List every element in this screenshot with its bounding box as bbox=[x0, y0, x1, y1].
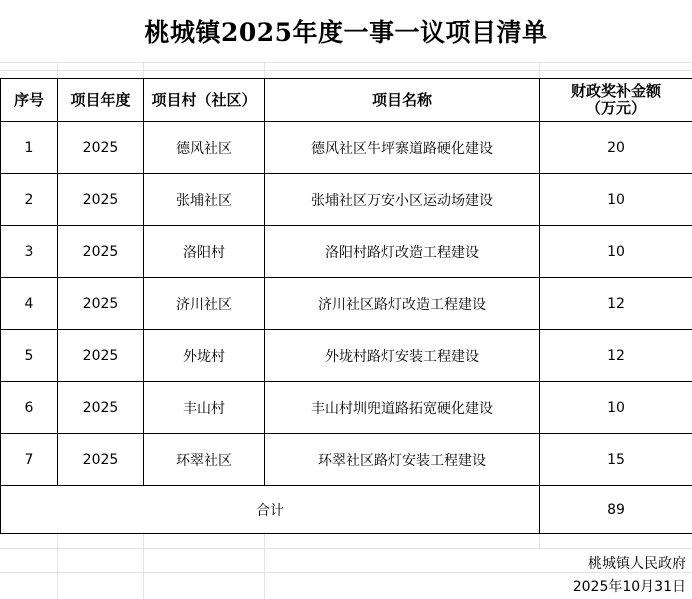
table-row bbox=[1, 330, 692, 382]
header-row bbox=[1, 79, 692, 122]
cell-index: 2 bbox=[1, 174, 58, 226]
cell-village: 济川社区 bbox=[144, 278, 265, 330]
cell-village: 外垅村 bbox=[144, 330, 265, 382]
cell-year: 2025 bbox=[58, 330, 144, 382]
cell-amount: 12 bbox=[540, 330, 692, 382]
cell-project-name: 丰山村圳兜道路拓宽硬化建设 bbox=[265, 382, 540, 434]
cell-project-name: 环翠社区路灯安装工程建设 bbox=[265, 434, 540, 486]
cell-village: 洛阳村 bbox=[144, 226, 265, 278]
cell-year: 2025 bbox=[58, 434, 144, 486]
table-row bbox=[1, 278, 692, 330]
cell-index: 1 bbox=[1, 122, 58, 174]
table-row bbox=[1, 434, 692, 486]
cell-year: 2025 bbox=[58, 278, 144, 330]
header-amount-line1: 财政奖补金额 bbox=[570, 82, 661, 100]
cell-year: 2025 bbox=[58, 174, 144, 226]
issuing-organization: 桃城镇人民政府 bbox=[588, 556, 686, 572]
header-village: 项目村（社区） bbox=[144, 79, 265, 122]
cell-village: 丰山村 bbox=[144, 382, 265, 434]
cell-project-name: 洛阳村路灯改造工程建设 bbox=[265, 226, 540, 278]
project-table bbox=[0, 78, 692, 534]
total-label: 合计 bbox=[1, 486, 540, 534]
total-value: 89 bbox=[540, 486, 692, 534]
cell-project-name: 济川社区路灯改造工程建设 bbox=[265, 278, 540, 330]
cell-index: 6 bbox=[1, 382, 58, 434]
total-row bbox=[1, 486, 692, 534]
cell-amount: 10 bbox=[540, 382, 692, 434]
cell-index: 4 bbox=[1, 278, 58, 330]
cell-village: 张埔社区 bbox=[144, 174, 265, 226]
cell-village: 德风社区 bbox=[144, 122, 265, 174]
cell-amount: 10 bbox=[540, 174, 692, 226]
table-row bbox=[1, 382, 692, 434]
cell-amount: 15 bbox=[540, 434, 692, 486]
cell-village: 环翠社区 bbox=[144, 434, 265, 486]
page-title: 桃城镇2025年度一事一议项目清单 bbox=[144, 18, 548, 47]
table-row bbox=[1, 226, 692, 278]
table-row bbox=[1, 174, 692, 226]
cell-amount: 20 bbox=[540, 122, 692, 174]
cell-index: 3 bbox=[1, 226, 58, 278]
cell-project-name: 外垅村路灯安装工程建设 bbox=[265, 330, 540, 382]
cell-year: 2025 bbox=[58, 382, 144, 434]
cell-year: 2025 bbox=[58, 122, 144, 174]
cell-amount: 12 bbox=[540, 278, 692, 330]
cell-index: 5 bbox=[1, 330, 58, 382]
cell-project-name: 德风社区牛坪寨道路硬化建设 bbox=[265, 122, 540, 174]
issue-date: 2025年10月31日 bbox=[572, 579, 686, 595]
cell-amount: 10 bbox=[540, 226, 692, 278]
header-index: 序号 bbox=[1, 79, 58, 122]
table-row bbox=[1, 122, 692, 174]
header-amount-unit: （万元） bbox=[585, 99, 646, 117]
header-amount bbox=[540, 79, 692, 122]
cell-index: 7 bbox=[1, 434, 58, 486]
cell-project-name: 张埔社区万安小区运动场建设 bbox=[265, 174, 540, 226]
header-year: 项目年度 bbox=[58, 79, 144, 122]
cell-year: 2025 bbox=[58, 226, 144, 278]
header-project-name: 项目名称 bbox=[265, 79, 540, 122]
